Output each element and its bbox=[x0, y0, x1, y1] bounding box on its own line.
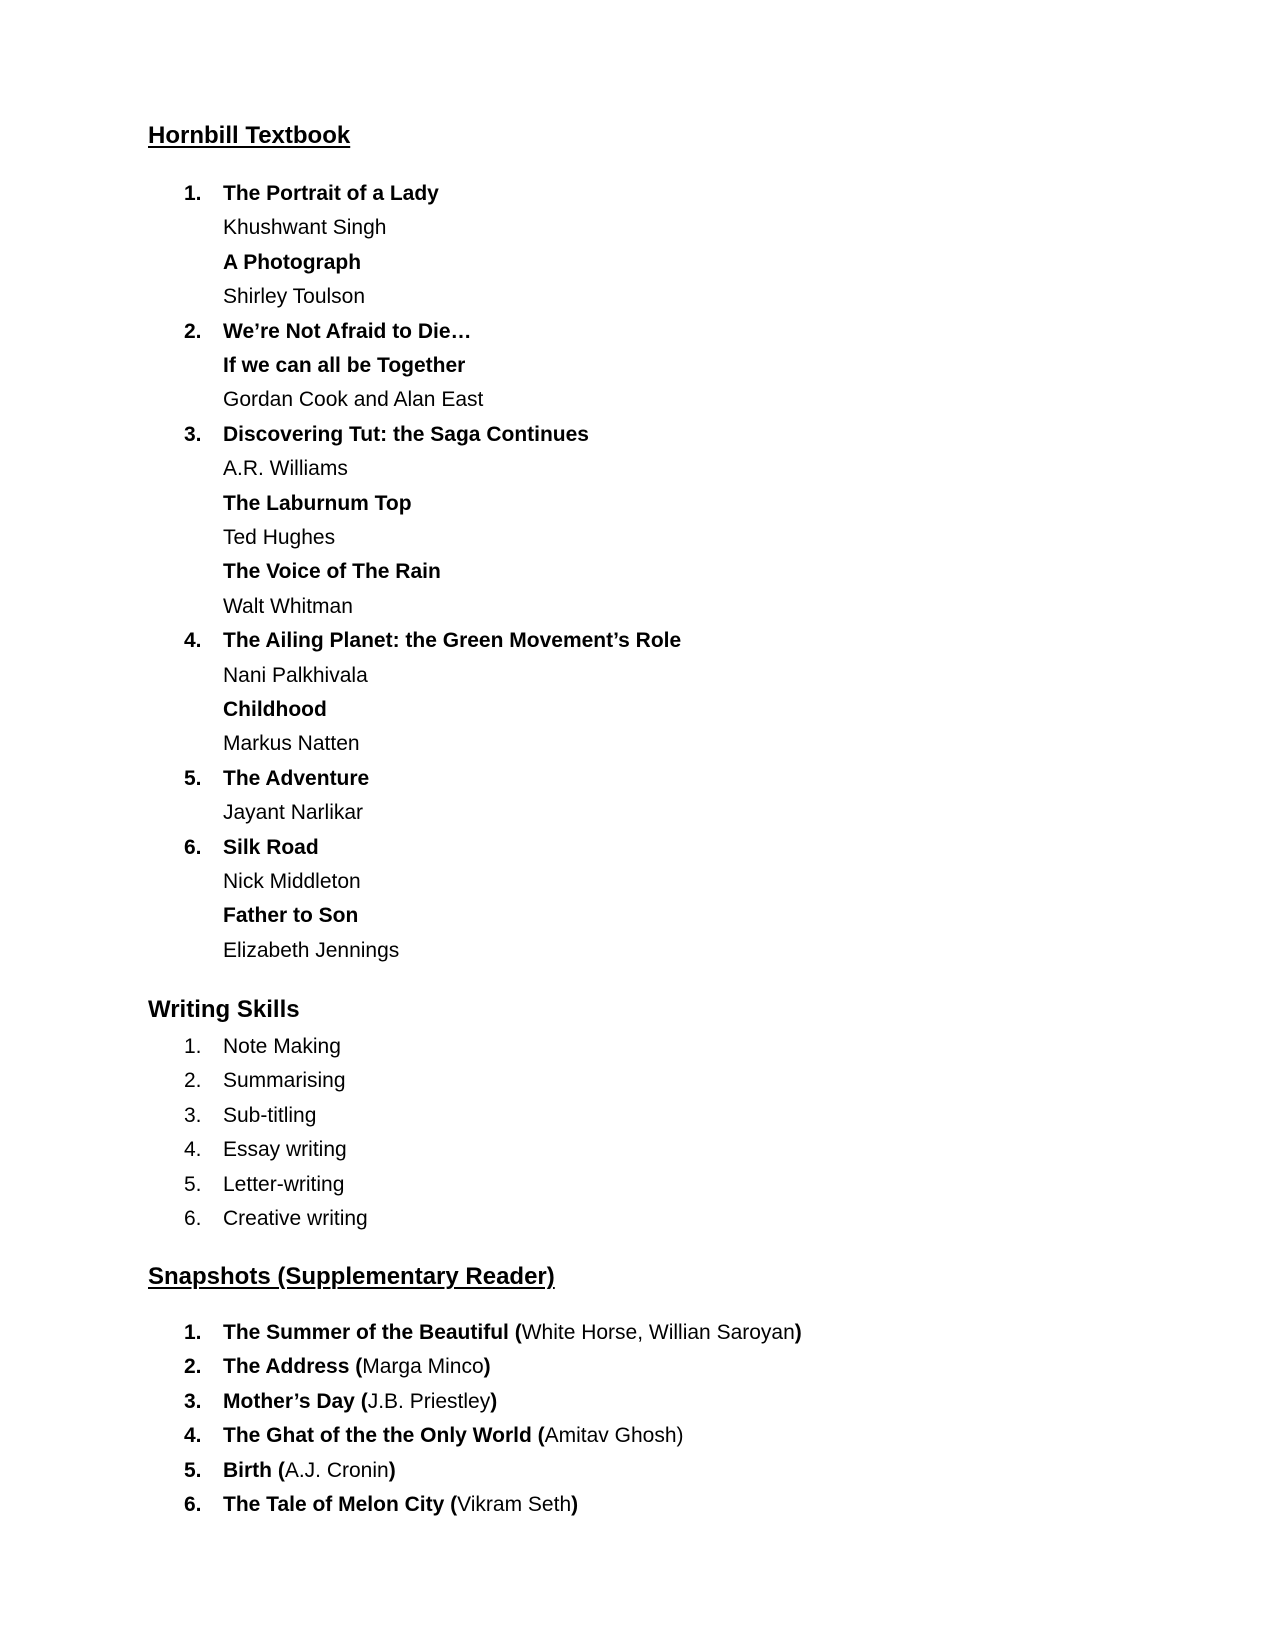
unit-number: 2. bbox=[184, 320, 202, 343]
close-paren: ) bbox=[571, 1493, 579, 1516]
snapshot-number: 1. bbox=[184, 1321, 202, 1344]
open-paren: ( bbox=[531, 1424, 545, 1447]
lesson-author: Gordan Cook and Alan East bbox=[223, 388, 484, 411]
lesson-author: Nani Palkhivala bbox=[223, 664, 368, 687]
writing-skill-item: Summarising bbox=[223, 1069, 346, 1092]
snapshot-author: Amitav Ghosh bbox=[544, 1424, 677, 1447]
lesson-author: Ted Hughes bbox=[223, 526, 336, 549]
lesson-title: The Portrait of a Lady bbox=[223, 182, 439, 205]
snapshot-title: Birth bbox=[223, 1459, 272, 1482]
lesson-title: A Photograph bbox=[223, 251, 362, 274]
snapshot-item bbox=[223, 1352, 491, 1382]
snapshot-number: 6. bbox=[184, 1493, 202, 1516]
writing-skill-item: Sub-titling bbox=[223, 1104, 317, 1127]
lesson-title: Discovering Tut: the Saga Continues bbox=[223, 423, 589, 446]
lesson-title: If we can all be Together bbox=[223, 354, 466, 377]
close-paren: ) bbox=[490, 1390, 498, 1413]
snapshot-author: Vikram Seth bbox=[457, 1493, 572, 1516]
open-paren: ( bbox=[508, 1321, 522, 1344]
writing-skill-number: 6. bbox=[184, 1207, 202, 1230]
writing-skill-number: 5. bbox=[184, 1173, 202, 1196]
writing-skill-item: Essay writing bbox=[223, 1138, 347, 1161]
lesson-title: We’re Not Afraid to Die… bbox=[223, 320, 472, 343]
unit-number: 1. bbox=[184, 182, 202, 205]
close-paren: ) bbox=[388, 1459, 396, 1482]
snapshot-title: The Tale of Melon City bbox=[223, 1493, 445, 1516]
snapshot-title: The Ghat of the the Only World bbox=[223, 1424, 532, 1447]
lesson-title: The Ailing Planet: the Green Movement’s Role bbox=[223, 629, 682, 652]
lesson-author: A.R. Williams bbox=[223, 457, 348, 480]
hornbill-heading: Hornbill Textbook bbox=[148, 122, 351, 149]
snapshot-title: The Summer of the Beautiful bbox=[223, 1321, 509, 1344]
lesson-title: Silk Road bbox=[223, 836, 319, 859]
close-paren: ) bbox=[794, 1321, 802, 1344]
snapshot-item bbox=[223, 1456, 396, 1486]
lesson-author: Markus Natten bbox=[223, 732, 360, 755]
writing-skill-item: Note Making bbox=[223, 1035, 341, 1058]
snapshot-item bbox=[223, 1318, 802, 1348]
snapshot-author: White Horse, Willian Saroyan bbox=[521, 1321, 795, 1344]
snapshot-item bbox=[223, 1421, 684, 1451]
unit-number: 4. bbox=[184, 629, 202, 652]
snapshots-heading: Snapshots (Supplementary Reader) bbox=[148, 1263, 555, 1290]
snapshot-number: 3. bbox=[184, 1390, 202, 1413]
unit-number: 3. bbox=[184, 423, 202, 446]
writing-skills-heading: Writing Skills bbox=[148, 996, 300, 1023]
snapshot-author: J.B. Priestley bbox=[367, 1390, 491, 1413]
close-paren: ) bbox=[676, 1424, 684, 1447]
snapshot-number: 5. bbox=[184, 1459, 202, 1482]
lesson-title: The Laburnum Top bbox=[223, 492, 412, 515]
lesson-author: Nick Middleton bbox=[223, 870, 361, 893]
open-paren: ( bbox=[354, 1390, 368, 1413]
writing-skill-number: 3. bbox=[184, 1104, 202, 1127]
lesson-author: Jayant Narlikar bbox=[223, 801, 364, 824]
snapshot-author: A.J. Cronin bbox=[284, 1459, 389, 1482]
open-paren: ( bbox=[349, 1355, 363, 1378]
writing-skill-number: 1. bbox=[184, 1035, 202, 1058]
lesson-title: Childhood bbox=[223, 698, 327, 721]
lesson-title: The Adventure bbox=[223, 767, 370, 790]
open-paren: ( bbox=[444, 1493, 458, 1516]
open-paren: ( bbox=[272, 1459, 285, 1482]
writing-skill-number: 4. bbox=[184, 1138, 202, 1161]
snapshot-item bbox=[223, 1387, 497, 1417]
snapshot-title: The Address bbox=[223, 1355, 350, 1378]
snapshot-item bbox=[223, 1490, 578, 1520]
unit-number: 6. bbox=[184, 836, 202, 859]
snapshot-author: Marga Minco bbox=[362, 1355, 484, 1378]
lesson-title: The Voice of The Rain bbox=[223, 560, 441, 583]
close-paren: ) bbox=[483, 1355, 491, 1378]
writing-skill-item: Letter-writing bbox=[223, 1173, 345, 1196]
lesson-author: Elizabeth Jennings bbox=[223, 939, 400, 962]
snapshot-number: 4. bbox=[184, 1424, 202, 1447]
lesson-author: Shirley Toulson bbox=[223, 285, 366, 308]
snapshot-title: Mother’s Day bbox=[223, 1390, 355, 1413]
writing-skill-number: 2. bbox=[184, 1069, 202, 1092]
unit-number: 5. bbox=[184, 767, 202, 790]
lesson-author: Khushwant Singh bbox=[223, 216, 387, 239]
writing-skill-item: Creative writing bbox=[223, 1207, 368, 1230]
lesson-author: Walt Whitman bbox=[223, 595, 353, 618]
snapshot-number: 2. bbox=[184, 1355, 202, 1378]
lesson-title: Father to Son bbox=[223, 904, 359, 927]
